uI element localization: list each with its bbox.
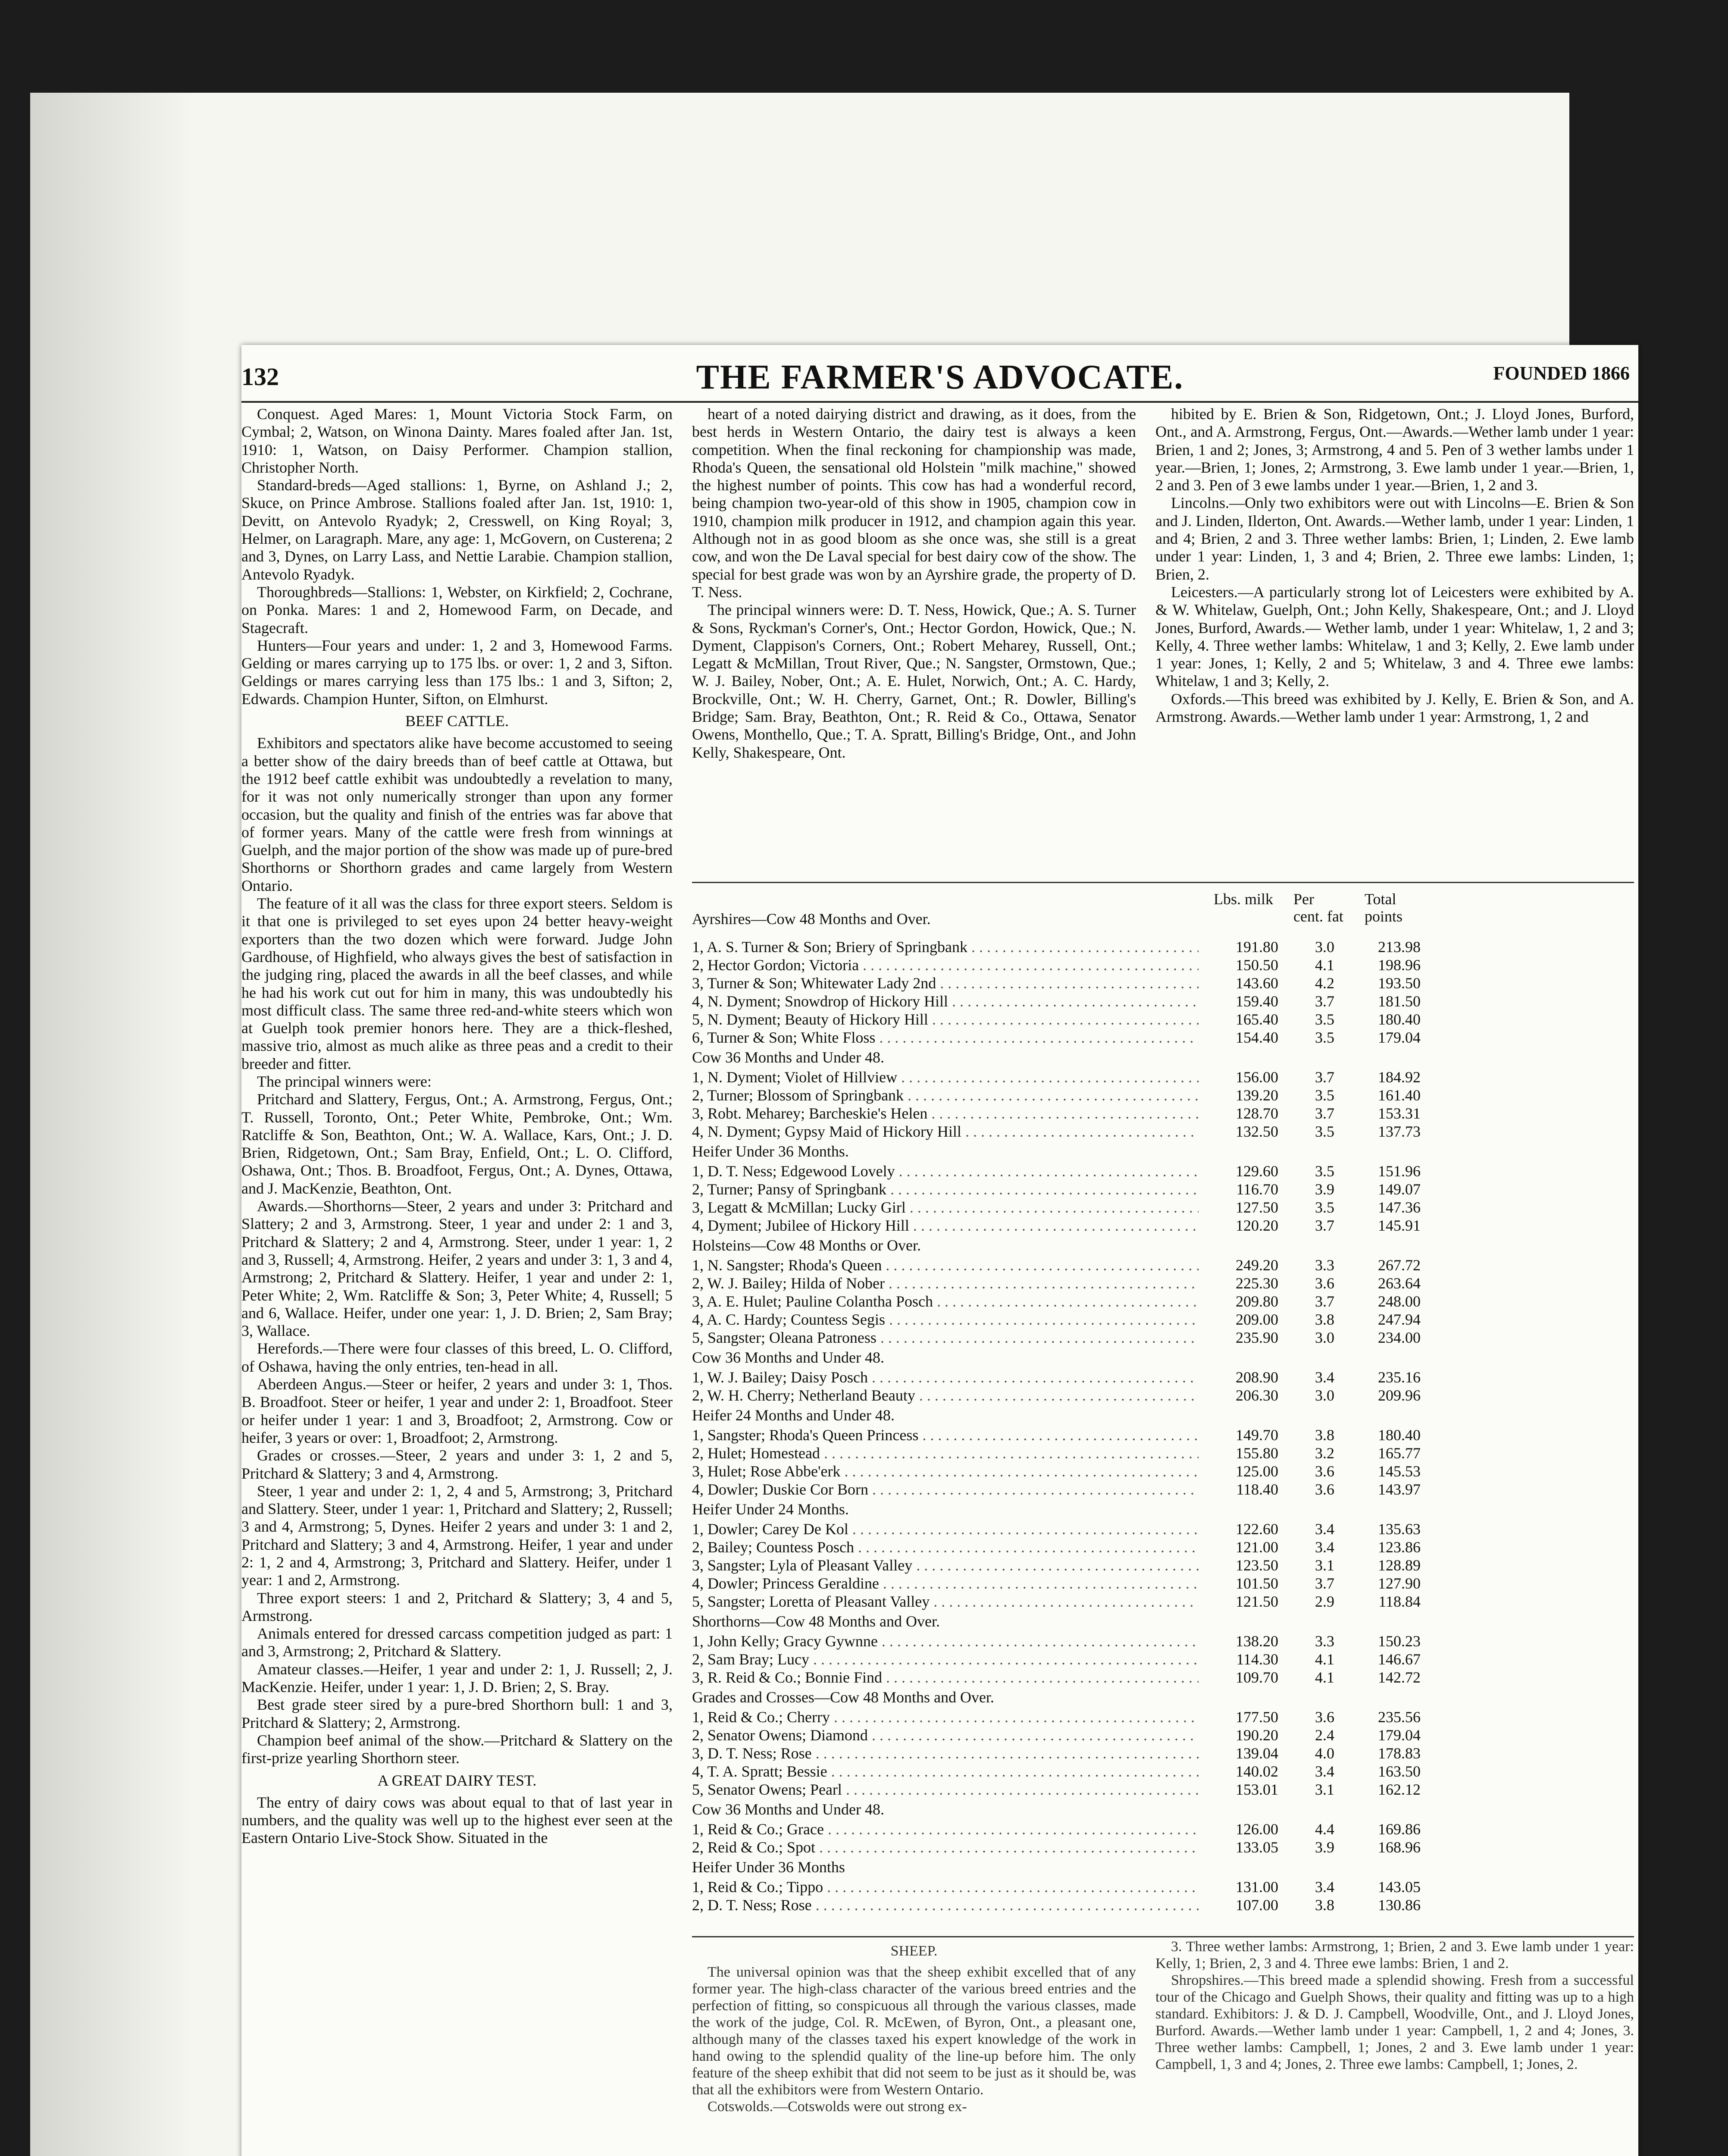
entry-label: 2, D. T. Ness; Rose . . . [692,1896,1199,1914]
table-row [692,1162,1634,1180]
milk-lbs: 139.20 [1236,1087,1278,1104]
milk-lbs: 209.80 [1236,1293,1278,1310]
paragraph: Conquest. Aged Mares: 1, Mount Victoria Stock Farm, on Cymbal; 2, Watson, on Winona Dainty. Mares foaled after Jan. 1st, 1910: 1, Watson, on Daisy Performer. Champion stallion, Christopher North. [241,405,673,476]
fat-percent: 4.2 [1315,975,1334,992]
paragraph: Animals entered for dressed carcass competition judged as part: 1 and 3, Armstrong; 2, Pritchard & Slattery. [241,1625,673,1660]
table-section-title: Heifer 24 Months and Under 48. [692,1407,895,1424]
entry-label: 2, Senator Owens; Diamond . . . [692,1726,1199,1744]
fat-percent: 3.5 [1315,1163,1334,1180]
table-row [692,1028,1634,1047]
col-header-total: Total points [1365,890,1403,925]
table-section-title: Holsteins—Cow 48 Months or Over. [692,1237,921,1254]
total-points: 150.23 [1378,1633,1421,1650]
table-row [692,1368,1634,1386]
paragraph: Best grade steer sired by a pure-bred Shorthorn bull: 1 and 3, Pritchard & Slattery; 2, Armstrong. [241,1696,673,1731]
milk-lbs: 209.00 [1236,1311,1278,1328]
col-header-milk: Lbs. milk [1214,890,1274,908]
paragraph: Shropshires.—This breed made a splendid showing. Fresh from a successful tour of the Chicago and Guelph Shows, their quality and fitting was up to a high standard. Exhibitors: J. & D. J. Campbell, Woodville, Ont., and J. Lloyd Jones, Burford. Awards.—Wether lamb under 1 year: Campbell, 1, 2 and 4; Jones, 3. Three wether lambs: Campbell, 1; Jones, 2 and 3. Ewe lamb under 1 year: Campbell, 1, 3 and 4; Jones, 2. Three ewe lambs: Campbell, 1; Jones, 2. [1155,1972,1634,2072]
fat-percent: 3.8 [1315,1896,1334,1914]
fat-percent: 3.7 [1315,1293,1334,1310]
total-points: 127.90 [1378,1575,1421,1592]
total-points: 146.67 [1378,1651,1421,1668]
table-row [692,1538,1634,1556]
table-section-title: Cow 36 Months and Under 48. [692,1049,884,1066]
entry-label: 4, Dowler; Princess Geraldine . . . [692,1574,1199,1592]
milk-lbs: 225.30 [1236,1275,1278,1292]
table-row [692,1838,1634,1856]
milk-lbs: 156.00 [1236,1069,1278,1086]
milk-lbs: 116.70 [1236,1181,1278,1198]
fat-percent: 3.5 [1315,1029,1334,1046]
fat-percent: 4.1 [1315,1669,1334,1686]
table-row [692,1274,1634,1292]
table-row [692,1762,1634,1780]
table-section-title: Heifer Under 36 Months. [692,1143,849,1160]
milk-lbs: 125.00 [1236,1463,1278,1480]
paragraph: The feature of it all was the class for three export steers. Seldom is it that one is privileged to set eyes upon 24 better heavy-weight exporters than the two dozen which were forward. Judge John Gardhouse, of Highfield, who always gives the best of satisfaction in the judging ring, placed the awards in all the beef classes, and while he had his work cut out for him in many, this was undoubtedly his most difficult class. The same three red-and-white steers which won at Guelph took premier honors here. They are a thick-fleshed, massive trio, almost as much alike as three peas and a credit to their breeder and fitter. [241,895,673,1072]
entry-label: 1, N. Dyment; Violet of Hillview . . . [692,1068,1199,1086]
table-row [692,1010,1634,1028]
paragraph: Hunters—Four years and under: 1, 2 and 3, Homewood Farms. Gelding or mares carrying up to 175 lbs. or over: 1, 2 and 3, Sifton. Geldings or mares carrying less than 175 lbs.: 1 and 3, Sifton; 2, Edwards. Champion Hunter, Sifton, on Elmhurst. [241,636,673,708]
gutter-shadow [30,93,194,2156]
paragraph: Aberdeen Angus.—Steer or heifer, 2 years and under 3: 1, Thos. B. Broadfoot. Steer or heifer, 1 year and under 2: 1, Broadfoot. Steer or heifer under 1 year: 1 and 3, Broadfoot; 2, Armstrong. Cow or heifer, 3 years or over: 1, Broadfoot; 2, Armstrong. [241,1376,673,1446]
entry-label: 2, Turner; Blossom of Springbank . . . [692,1086,1199,1104]
entry-label: 1, Dowler; Carey De Kol . . . [692,1520,1199,1538]
total-points: 178.83 [1378,1745,1421,1762]
fat-percent: 3.3 [1315,1633,1334,1650]
section-heading: SHEEP. [890,1943,938,1959]
milk-lbs: 153.01 [1236,1781,1278,1798]
milk-lbs: 165.40 [1236,1011,1278,1028]
table-row [692,1574,1634,1592]
milk-lbs: 120.20 [1236,1217,1278,1234]
total-points: 267.72 [1378,1257,1421,1274]
entry-label: 2, Bailey; Countess Posch . . . [692,1538,1199,1556]
entry-label: 3, R. Reid & Co.; Bonnie Find . . . [692,1668,1199,1686]
total-points: 168.96 [1378,1839,1421,1856]
table-row [692,1292,1634,1310]
fat-percent: 3.4 [1315,1369,1334,1386]
paragraph: Exhibitors and spectators alike have become accustomed to seeing a better show of the dairy breeds than of beef cattle at Ottawa, but the 1912 beef cattle exhibit was undoubtedly a revelation to many, for it was not only numerically stronger than upon any former occasion, but the quality and finish of the entries was far above that of former years. Many of the cattle were fresh from winnings at Guelph, and the major portion of the show was made up of pure-bred Shorthorns or Shorthorn grades and came largely from Western Ontario. [241,734,673,894]
milk-lbs: 101.50 [1236,1575,1278,1592]
fat-percent: 3.0 [1315,1387,1334,1404]
paragraph: The entry of dairy cows was about equal to that of last year in numbers, and the quality was well up to the highest ever seen at the Eastern Ontario Live-Stock Show. Situated in the [241,1793,673,1847]
milk-lbs: 126.00 [1236,1821,1278,1838]
total-points: 184.92 [1378,1069,1421,1086]
total-points: 162.12 [1378,1781,1421,1798]
col-header-fat: Per cent. fat [1293,890,1343,925]
paragraph: The universal opinion was that the sheep exhibit excelled that of any former year. The high-class character of the various breed entries and the perfection of fitting, so conspicuous all through the various classes, made the work of the judge, Col. R. McEwen, of Byron, Ont., a pleasant one, although many of the classes taxed his expert knowledge of the work in hand owing to the splendid quality of the line-up before him. The only feature of the sheep exhibit that did not seem to be just as it should be, was that all the exhibitors were from Western Ontario. [692,1964,1136,2098]
table-section-title: Heifer Under 24 Months. [692,1501,849,1518]
fat-percent: 3.7 [1315,1217,1334,1234]
entry-label: 3, D. T. Ness; Rose . . . [692,1744,1199,1762]
entry-label: 3, Legatt & McMillan; Lucky Girl . . . [692,1198,1199,1216]
entry-label: 1, D. T. Ness; Edgewood Lovely . . . [692,1162,1199,1180]
fat-percent: 3.5 [1315,1123,1334,1140]
milk-lbs: 143.60 [1236,975,1278,992]
paragraph: Steer, 1 year and under 2: 1, 2, 4 and 5, Armstrong; 3, Pritchard and Slattery. Steer, under 1 year: 1, Pritchard and Slattery; 2, Russell; 3 and 4, Armstrong; 5, Dynes. Heifer 2 years and under 3: 1 and 2, Pritchard and Slattery; 3 and 4, Armstrong. Heifer, 1 year and under 2: 1, 2 and 4, Armstrong; 3, Pritchard and Slattery. Heifer, under 1 year: 1 and 2, Armstrong. [241,1482,673,1589]
fat-percent: 3.5 [1315,1087,1334,1104]
paragraph: Pritchard and Slattery, Fergus, Ont.; A. Armstrong, Fergus, Ont.; T. Russell, Toronto, Ont.; Peter White, Pembroke, Ont.; Wm. Ratcliffe & Son, Beathton, Ont.; W. A. Wallace, Kars, Ont.; J. D. Brien, Ridgetown, Ont.; Sam Bray, Enfield, Ont.; L. O. Clifford, Oshawa, Ont.; Thos. B. Broadfoot, Fergus, Ont.; A. Dynes, Ottawa, and J. MacKenzie, Beathton, Ont. [241,1091,673,1197]
milk-lbs: 132.50 [1236,1123,1278,1140]
fat-percent: 3.0 [1315,1329,1334,1346]
fat-percent: 3.8 [1315,1426,1334,1444]
milk-lbs: 107.00 [1236,1896,1278,1914]
milk-lbs: 121.50 [1236,1593,1278,1610]
table-row [692,1462,1634,1480]
fat-percent: 3.8 [1315,1311,1334,1328]
entry-label: 6, Turner & Son; White Floss . . . [692,1028,1199,1047]
table-row [692,1520,1634,1538]
milk-lbs: 109.70 [1236,1669,1278,1686]
dairy-test-table [692,886,1634,1914]
fat-percent: 2.9 [1315,1593,1334,1610]
total-points: 142.72 [1378,1669,1421,1686]
entry-label: 5, Sangster; Loretta of Pleasant Valley . . . [692,1592,1199,1611]
fat-percent: 3.7 [1315,1575,1334,1592]
fat-percent: 3.7 [1315,1105,1334,1122]
column-sheep [692,1938,1136,2115]
entry-label: 2, Hulet; Homestead . . . [692,1444,1199,1462]
milk-lbs: 127.50 [1236,1199,1278,1216]
table-row [692,974,1634,992]
table-row [692,1329,1634,1347]
entry-label: 5, Sangster; Oleana Patroness . . . [692,1329,1199,1347]
total-points: 128.89 [1378,1557,1421,1574]
table-row [692,956,1634,974]
table-row [692,1386,1634,1404]
fat-percent: 3.6 [1315,1463,1334,1480]
paragraph: Three export steers: 1 and 2, Pritchard & Slattery; 3, 4 and 5, Armstrong. [241,1589,673,1624]
table-bottom-rule [692,1936,1634,1937]
table-section-title: Cow 36 Months and Under 48. [692,1801,884,1818]
paragraph: Lincolns.—Only two exhibitors were out with Lincolns—E. Brien & Son and J. Linden, Ilderton, Ont. Awards.—Wether lamb, under 1 year: Linden, 1 and 4; Brien, 2 and 3. Three wether lambs: Brien, 1; Linden, 2. Ewe lamb under 1 year: Linden, 1, 3 and 4; Brien, 2. Three ewe lambs: Linden, 1; Brien, 2. [1155,494,1634,583]
entry-label: 3, Robt. Meharey; Barcheskie's Helen . . . [692,1104,1199,1122]
entry-label: 3, Hulet; Rose Abbe'erk . . . [692,1462,1199,1480]
fat-percent: 3.1 [1315,1557,1334,1574]
fat-percent: 3.9 [1315,1181,1334,1198]
total-points: 163.50 [1378,1763,1421,1780]
total-points: 235.16 [1378,1369,1421,1386]
total-points: 179.04 [1378,1029,1421,1046]
entry-label: 5, N. Dyment; Beauty of Hickory Hill . . . [692,1010,1199,1028]
entry-label: 4, Dyment; Jubilee of Hickory Hill . . . [692,1216,1199,1235]
entry-label: 5, Senator Owens; Pearl . . . [692,1780,1199,1799]
table-first-section-title: Ayrshires—Cow 48 Months and Over. [692,910,931,928]
entry-label: 1, A. S. Turner & Son; Briery of Springbank . . . [692,938,1199,956]
table-row [692,1104,1634,1122]
total-points: 135.63 [1378,1520,1421,1538]
total-points: 234.00 [1378,1329,1421,1346]
milk-lbs: 235.90 [1236,1329,1278,1346]
paragraph: Herefords.—There were four classes of this breed, L. O. Clifford, of Oshawa, having the only entries, ten-head in all. [241,1340,673,1375]
header-rule [241,401,1638,403]
entry-label: 3, A. E. Hulet; Pauline Colantha Posch . . . [692,1292,1199,1310]
entry-label: 4, N. Dyment; Gypsy Maid of Hickory Hill . . . [692,1122,1199,1141]
fat-percent: 3.4 [1315,1763,1334,1780]
entry-label: 1, Sangster; Rhoda's Queen Princess . . . [692,1426,1199,1444]
milk-lbs: 249.20 [1236,1257,1278,1274]
total-points: 145.53 [1378,1463,1421,1480]
total-points: 180.40 [1378,1426,1421,1444]
newspaper-page [241,345,1638,2156]
milk-lbs: 122.60 [1236,1520,1278,1538]
fat-percent: 3.4 [1315,1878,1334,1896]
fat-percent: 3.6 [1315,1708,1334,1726]
entry-label: 1, John Kelly; Gracy Gywnne . . . [692,1632,1199,1650]
paragraph: Standard-breds—Aged stallions: 1, Byrne, on Ashland J.; 2, Skuce, on Prince Ambrose. Stallions foaled after Jan. 1st, 1910: 1, Devitt, on Antevolo Ryadyk; 2, Cresswell, on King Royal; 3, Helmer, on Laragraph. Mare, any age: 1, McGovern, on Custerena; 2 and 3, Dynes, on Larry Lass, and Nettie Larabie. Champion stallion, Antevolo Ryadyk. [241,476,673,583]
founded-label: FOUNDED 1866 [1493,363,1630,384]
entry-label: 2, W. H. Cherry; Netherland Beauty . . . [692,1386,1199,1404]
total-points: 137.73 [1378,1123,1421,1140]
table-section-title: Heifer Under 36 Months [692,1858,845,1876]
entry-label: 4, A. C. Hardy; Countess Segis . . . [692,1310,1199,1329]
entry-label: 4, N. Dyment; Snowdrop of Hickory Hill . . . [692,992,1199,1010]
fat-percent: 4.1 [1315,956,1334,974]
total-points: 143.97 [1378,1481,1421,1498]
fat-percent: 3.4 [1315,1539,1334,1556]
table-row [692,938,1634,956]
paragraph: The principal winners were: [257,1072,432,1090]
fat-percent: 3.5 [1315,1199,1334,1216]
table-top-rule [692,882,1634,883]
paragraph: Awards.—Shorthorns—Steer, 2 years and under 3: Pritchard and Slattery; 2 and 3, Armstrong. Steer, 1 year and under 2: 1 and 3, Pritchard & Slattery; 2 and 4, Armstrong. Steer, under 1 year: 1, 2 and 3, Russell; 4, Armstrong. Heifer, 2 years and under 3: 1, 3 and 4, Armstrong; 2, Pritchard & Slattery. Heifer, 1 year and under 2: 1, Peter White; 2, Wm. Ratcliffe & Son; 3, Peter White; 4, Russell; 5 and 6, Wallace. Heifer, under one year: 1, J. D. Brien; 2, Sam Bray; 3, Wallace. [241,1197,673,1340]
entry-label: 3, Sangster; Lyla of Pleasant Valley . . . [692,1556,1199,1574]
total-points: 193.50 [1378,975,1421,992]
paragraph: Oxfords.—This breed was exhibited by J. Kelly, E. Brien & Son, and A. Armstrong. Awards.—Wether lamb under 1 year: Armstrong, 1, 2 and [1155,690,1634,726]
table-row [692,1878,1634,1896]
milk-lbs: 131.00 [1236,1878,1278,1896]
fat-percent: 3.7 [1315,993,1334,1010]
milk-lbs: 149.70 [1236,1426,1278,1444]
total-points: 130.86 [1378,1896,1421,1914]
table-row [692,1726,1634,1744]
paragraph: Champion beef animal of the show.—Pritchard & Slattery on the first-prize yearling Shorthorn steer. [241,1731,673,1767]
table-section-title: Shorthorns—Cow 48 Months and Over. [692,1613,940,1630]
table-row [692,1086,1634,1104]
table-row [692,1780,1634,1799]
total-points: 169.86 [1378,1821,1421,1838]
milk-lbs: 208.90 [1236,1369,1278,1386]
milk-lbs: 118.40 [1236,1481,1278,1498]
total-points: 198.96 [1378,956,1421,974]
milk-lbs: 114.30 [1236,1651,1278,1668]
entry-label: 3, Turner & Son; Whitewater Lady 2nd . . . [692,974,1199,992]
column-2 [692,405,1136,761]
fat-percent: 2.4 [1315,1727,1334,1744]
entry-label: 1, Reid & Co.; Grace . . . [692,1820,1199,1838]
milk-lbs: 138.20 [1236,1633,1278,1650]
entry-label: 2, Sam Bray; Lucy . . . [692,1650,1199,1668]
table-section-title: Grades and Crosses—Cow 48 Months and Over. [692,1689,994,1706]
milk-lbs: 206.30 [1236,1387,1278,1404]
milk-lbs: 129.60 [1236,1163,1278,1180]
table-row [692,1668,1634,1686]
table-row [692,1632,1634,1650]
column-shropshires [1155,1938,1634,2073]
paragraph: Cotswolds.—Cotswolds were out strong ex- [707,2099,967,2115]
table-row [692,1122,1634,1141]
total-points: 153.31 [1378,1105,1421,1122]
paragraph: Amateur classes.—Heifer, 1 year and under 2: 1, J. Russell; 2, J. MacKenzie. Heifer, under 1 year: 1, J. D. Brien; 2, S. Bray. [241,1660,673,1696]
fat-percent: 3.0 [1315,938,1334,956]
fat-percent: 3.4 [1315,1520,1334,1538]
total-points: 161.40 [1378,1087,1421,1104]
total-points: 209.96 [1378,1387,1421,1404]
milk-lbs: 190.20 [1236,1727,1278,1744]
total-points: 123.86 [1378,1539,1421,1556]
table-row [692,1068,1634,1086]
fat-percent: 3.5 [1315,1011,1334,1028]
fat-percent: 4.1 [1315,1651,1334,1668]
entry-label: 4, Dowler; Duskie Cor Born . . . [692,1480,1199,1498]
total-points: 248.00 [1378,1293,1421,1310]
milk-lbs: 133.05 [1236,1839,1278,1856]
paragraph: hibited by E. Brien & Son, Ridgetown, Ont.; J. Lloyd Jones, Burford, Ont., and A. Armstrong, Fergus, Ont.—Awards.—Wether lamb under 1 year: Brien, 1 and 2; Jones, 3; Armstrong, 4 and 5. Pen of 3 wether lambs under 1 year.—Brien, 1; Jones, 2; Armstrong, 3. Ewe lamb under 1 year.—Brien, 1, 2 and 3. Pen of 3 ewe lambs under 1 year.—Brien, 1, 2 and 3. [1155,405,1634,494]
paragraph: heart of a noted dairying district and drawing, as it does, from the best herds in Western Ontario, the dairy test is always a keen competition. When the final reckoning for championship was made, Rhoda's Queen, the sensational old Holstein "milk machine," showed the highest number of points. This cow has had a wonderful record, being champion two-year-old of this show in 1905, champion cow in 1910, champion milk producer in 1912, and champion again this year. Although not in as good bloom as she once was, she still is a great cow, and won the De Laval special for best dairy cow of the show. The special for best grade was won by an Ayrshire grade, the property of D. T. Ness. [692,405,1136,601]
entry-label: 2, Turner; Pansy of Springbank . . . [692,1180,1199,1198]
total-points: 247.94 [1378,1311,1421,1328]
page-header [241,358,1638,401]
milk-lbs: 123.50 [1236,1557,1278,1574]
table-row [692,1592,1634,1611]
entry-label: 1, N. Sangster; Rhoda's Queen . . . [692,1256,1199,1274]
milk-lbs: 177.50 [1236,1708,1278,1726]
milk-lbs: 128.70 [1236,1105,1278,1122]
table-section-title: Cow 36 Months and Under 48. [692,1349,884,1366]
milk-lbs: 191.80 [1236,938,1278,956]
table-row [692,1180,1634,1198]
fat-percent: 3.6 [1315,1275,1334,1292]
table-row [692,1444,1634,1462]
entry-label: 2, Hector Gordon; Victoria . . . [692,956,1199,974]
table-body [692,938,1634,1914]
total-points: 181.50 [1378,993,1421,1010]
total-points: 263.64 [1378,1275,1421,1292]
milk-lbs: 159.40 [1236,993,1278,1010]
table-row [692,1896,1634,1914]
fat-percent: 3.6 [1315,1481,1334,1498]
table-row [692,1198,1634,1216]
table-row [692,1744,1634,1762]
milk-lbs: 150.50 [1236,956,1278,974]
total-points: 118.84 [1378,1593,1421,1610]
fat-percent: 3.7 [1315,1069,1334,1086]
table-row [692,1426,1634,1444]
column-1 [241,405,673,1847]
table-row [692,1310,1634,1329]
entry-label: 1, W. J. Bailey; Daisy Posch . . . [692,1368,1199,1386]
table-row [692,1708,1634,1726]
paragraph: Thoroughbreds—Stallions: 1, Webster, on Kirkfield; 2, Cochrane, on Ponka. Mares: 1 and 2, Homewood Farm, on Decade, and Stagecraft. [241,583,673,636]
section-heading: BEEF CATTLE. [405,712,509,730]
entry-label: 2, W. J. Bailey; Hilda of Nober . . . [692,1274,1199,1292]
fat-percent: 3.2 [1315,1445,1334,1462]
table-row [692,1820,1634,1838]
entry-label: 2, Reid & Co.; Spot . . . [692,1838,1199,1856]
table-row [692,1216,1634,1235]
table-row [692,992,1634,1010]
table-header [692,886,1634,938]
total-points: 149.07 [1378,1181,1421,1198]
page-number: 132 [241,363,279,391]
milk-lbs: 155.80 [1236,1445,1278,1462]
paragraph: Grades or crosses.—Steer, 2 years and under 3: 1, 2 and 5, Pritchard & Slattery; 3 and 4, Armstrong. [241,1447,673,1482]
masthead: THE FARMER'S ADVOCATE. [696,358,1184,396]
total-points: 213.98 [1378,938,1421,956]
entry-label: 1, Reid & Co.; Tippo . . . [692,1878,1199,1896]
column-3 [1155,405,1634,726]
total-points: 235.56 [1378,1708,1421,1726]
total-points: 180.40 [1378,1011,1421,1028]
paragraph: The principal winners were: D. T. Ness, Howick, Que.; A. S. Turner & Sons, Ryckman's Corner's, Ont.; Hector Gordon, Howick, Que.; N. Dyment, Clappison's Corners, Ont.; Robert Meharey, Russell, Ont.; Legatt & McMillan, Trout River, Que.; N. Sangster, Ormstown, Que.; W. J. Bailey, Nober, Ont.; A. E. Hulet, Norwich, Ont.; A. C. Hardy, Brockville, Ont.; W. H. Cherry, Garnet, Ont.; R. Dowler, Billing's Bridge; Sam. Bray, Beathton, Ont.; R. Reid & Co., Ottawa, Senator Owens, Monthello, Que.; T. A. Spratt, Billing's Bridge, Ont., and John Kelly, Shakespeare, Ont. [692,601,1136,761]
total-points: 165.77 [1378,1445,1421,1462]
total-points: 179.04 [1378,1727,1421,1744]
total-points: 147.36 [1378,1199,1421,1216]
milk-lbs: 121.00 [1236,1539,1278,1556]
table-row [692,1556,1634,1574]
section-heading: A GREAT DAIRY TEST. [377,1771,537,1789]
total-points: 143.05 [1378,1878,1421,1896]
table-row [692,1256,1634,1274]
total-points: 151.96 [1378,1163,1421,1180]
fat-percent: 3.1 [1315,1781,1334,1798]
fat-percent: 3.3 [1315,1257,1334,1274]
paragraph: 3. Three wether lambs: Armstrong, 1; Brien, 2 and 3. Ewe lamb under 1 year: Kelly, 1; Brien, 2, 3 and 4. Three ewe lambs: Brien, 1 and 2. [1155,1939,1634,1971]
milk-lbs: 139.04 [1236,1745,1278,1762]
paragraph: Leicesters.—A particularly strong lot of Leicesters were exhibited by A. & W. Whitelaw, Guelph, Ont.; John Kelly, Shakespeare, Ont.; and J. Lloyd Jones, Burford, Awards.— Wether lamb, under 1 year: Whitelaw, 1, 2 and 3; Kelly, 4. Three wether lambs: Whitelaw, 1 and 3; Kelly, 2. Ewe lamb under 1 year: Jones, 1; Kelly, 2 and 5; Whitelaw, 3 and 4. Three ewe lambs: Whitelaw, 1 and 3; Kelly, 2. [1155,583,1634,690]
milk-lbs: 154.40 [1236,1029,1278,1046]
table-row [692,1650,1634,1668]
table-row [692,1480,1634,1498]
entry-label: 1, Reid & Co.; Cherry . . . [692,1708,1199,1726]
fat-percent: 4.0 [1315,1745,1334,1762]
milk-lbs: 140.02 [1236,1763,1278,1780]
entry-label: 4, T. A. Spratt; Bessie . . . [692,1762,1199,1780]
fat-percent: 3.9 [1315,1839,1334,1856]
fat-percent: 4.4 [1315,1821,1334,1838]
total-points: 145.91 [1378,1217,1421,1234]
